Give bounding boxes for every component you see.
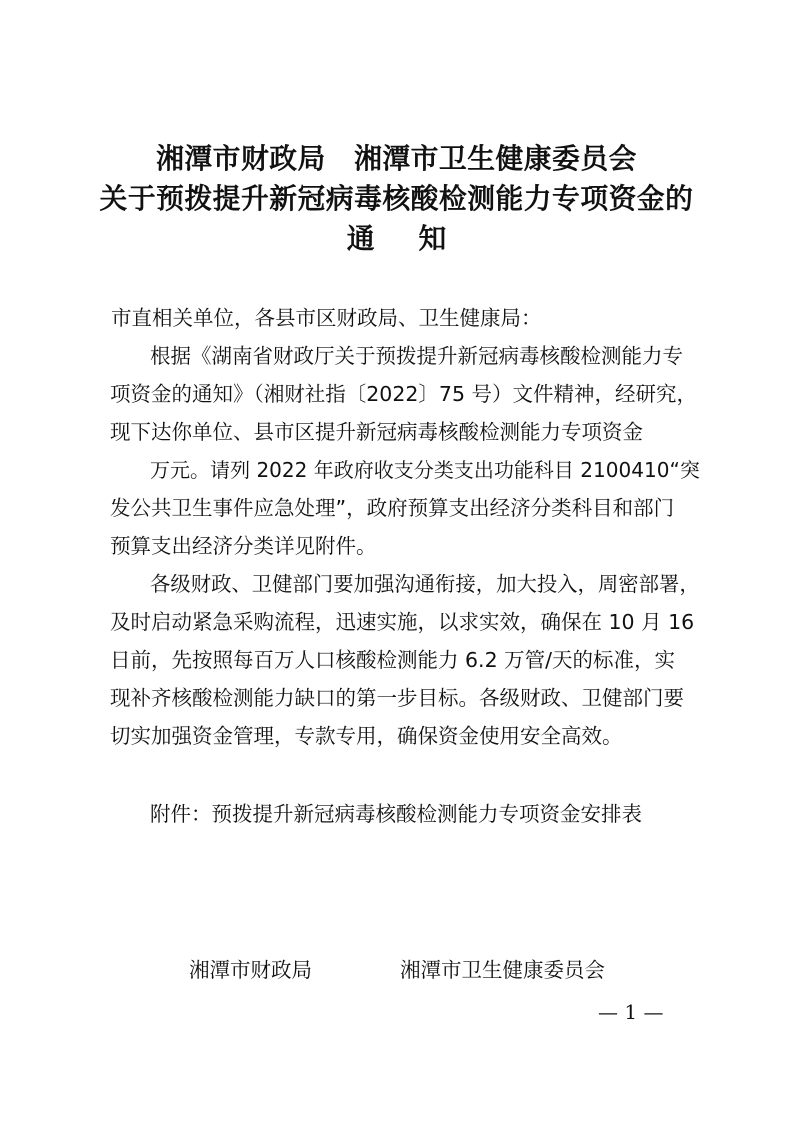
page-number: — 1 —	[598, 1000, 664, 1024]
title-char-zhi: 知	[418, 222, 447, 255]
document-title-line-3	[0, 221, 793, 257]
document-title-line-2: 关于预拨提升新冠病毒核酸检测能力专项资金的	[99, 182, 694, 215]
attachment-note: 附件：预拨提升新冠病毒核酸检测能力专项资金安排表	[150, 802, 642, 826]
document-title-line-1: 湘潭市财政局 湘潭市卫生健康委员会	[156, 142, 637, 175]
signature-health-commission: 湘潭市卫生健康委员会	[400, 958, 605, 982]
body-para1-line-6: 预算支出经济分类详见附件。	[110, 534, 377, 558]
body-para2-line-3: 日前，先按照每百万人口核酸检测能力 6.2 万管/天的标准，实	[110, 648, 676, 672]
body-para2-line-4: 现补齐核酸检测能力缺口的第一步目标。各级财政、卫健部门要	[110, 686, 684, 710]
body-para1-line-3: 现下达你单位、县市区提升新冠病毒核酸检测能力专项资金	[110, 420, 643, 444]
signature-finance-bureau: 湘潭市财政局	[189, 958, 312, 982]
body-para2-line-1: 各级财政、卫健部门要加强沟通衔接，加大投入，周密部署，	[150, 572, 700, 596]
body-para1-line-5: 发公共卫生事件应急处理”，政府预算支出经济分类科目和部门	[110, 496, 675, 520]
body-para2-line-5: 切实加强资金管理，专款专用，确保资金使用安全高效。	[110, 724, 623, 748]
body-para1-line-1: 根据《湖南省财政厅关于预拨提升新冠病毒核酸检测能力专	[150, 344, 683, 368]
salutation: 市直相关单位，各县市区财政局、卫生健康局：	[111, 306, 542, 330]
body-para1-line-2: 项资金的通知》（湘财社指〔2022〕75 号）文件精神，经研究，	[110, 382, 698, 406]
body-para1-line-4: 万元。请列 2022 年政府收支分类支出功能科目 2100410“突	[150, 458, 700, 482]
body-para2-line-2: 及时启动紧急采购流程，迅速实施，以求实效，确保在 10 月 16	[110, 610, 695, 634]
title-char-tong: 通	[346, 222, 375, 255]
